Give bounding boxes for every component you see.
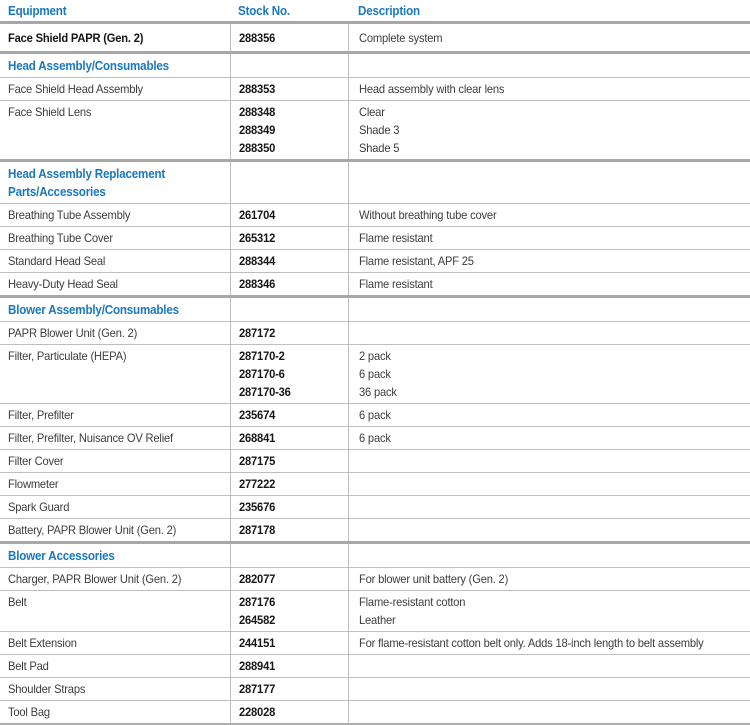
description-text: 6 pack <box>359 408 391 422</box>
description-text: Shade 5 <box>359 141 400 155</box>
description-text: Flame resistant, APF 25 <box>359 254 474 268</box>
equipment-cell <box>0 427 230 449</box>
stock-number: 287170-36 <box>239 385 291 399</box>
table-row <box>0 567 750 590</box>
description-cell <box>348 24 750 51</box>
description-cell <box>348 568 750 590</box>
description-cell <box>348 227 750 249</box>
stock-cell <box>230 54 348 77</box>
description-cell <box>348 678 750 700</box>
equipment-cell <box>0 250 230 272</box>
stock-cell <box>230 632 348 654</box>
equipment-cell <box>0 496 230 518</box>
description-text: 6 pack <box>359 431 391 445</box>
stock-cell <box>230 427 348 449</box>
table-row <box>0 677 750 700</box>
equipment-name: Face Shield Head Assembly <box>8 82 143 96</box>
stock-number: 288350 <box>239 141 276 155</box>
column-header-equipment-label: Equipment <box>8 4 67 18</box>
stock-number: 288941 <box>239 659 276 673</box>
stock-cell <box>230 204 348 226</box>
description-text: For flame-resistant cotton belt only. Adds 18-inch length to belt assembly <box>359 636 704 650</box>
description-text: Head assembly with clear lens <box>359 82 505 96</box>
equipment-name: Charger, PAPR Blower Unit (Gen. 2) <box>8 572 182 586</box>
equipment-name: Flowmeter <box>8 477 59 491</box>
stock-cell <box>230 78 348 100</box>
table-row <box>0 249 750 272</box>
equipment-name: Filter, Particulate (HEPA) <box>8 349 127 363</box>
section-title: Blower Accessories <box>8 549 115 563</box>
table-row <box>0 100 750 159</box>
stock-number: 235676 <box>239 500 276 514</box>
equipment-cell <box>0 298 230 321</box>
stock-number: 264582 <box>239 613 276 627</box>
equipment-name: Spark Guard <box>8 500 70 514</box>
section-title: Blower Assembly/Consumables <box>8 303 179 317</box>
description-text: Shade 3 <box>359 123 400 137</box>
description-text: 6 pack <box>359 367 391 381</box>
table-row <box>0 426 750 449</box>
table-row <box>0 449 750 472</box>
stock-number: 268841 <box>239 431 276 445</box>
equipment-cell <box>0 701 230 723</box>
table-header-row <box>0 0 750 24</box>
table-row <box>0 631 750 654</box>
description-cell <box>348 298 750 321</box>
stock-cell <box>230 24 348 51</box>
description-cell <box>348 544 750 567</box>
stock-number: 288356 <box>239 31 276 45</box>
table-row <box>0 518 750 541</box>
stock-number: 288349 <box>239 123 276 137</box>
stock-cell <box>230 101 348 159</box>
equipment-cell <box>0 101 230 159</box>
equipment-cell <box>0 450 230 472</box>
stock-number: 244151 <box>239 636 276 650</box>
stock-number: 288348 <box>239 105 276 119</box>
stock-cell <box>230 273 348 295</box>
equipment-name: Belt <box>8 595 27 609</box>
description-cell <box>348 450 750 472</box>
table-row <box>0 700 750 723</box>
equipment-cell <box>0 678 230 700</box>
stock-cell <box>230 591 348 631</box>
stock-number: 288346 <box>239 277 276 291</box>
description-cell <box>348 78 750 100</box>
table-row <box>0 344 750 403</box>
column-header-description <box>348 0 750 21</box>
equipment-cell <box>0 227 230 249</box>
equipment-name: Breathing Tube Cover <box>8 231 113 245</box>
stock-cell <box>230 404 348 426</box>
stock-cell <box>230 519 348 541</box>
section-title: Head Assembly Replacement <box>8 167 166 181</box>
description-text: Flame resistant <box>359 277 433 291</box>
stock-number: 228028 <box>239 705 276 719</box>
table-row <box>0 472 750 495</box>
stock-cell <box>230 345 348 403</box>
equipment-cell <box>0 519 230 541</box>
stock-number: 277222 <box>239 477 276 491</box>
section-header-row <box>0 51 750 77</box>
description-text: Complete system <box>359 31 443 45</box>
stock-cell <box>230 544 348 567</box>
description-text: Without breathing tube cover <box>359 208 497 222</box>
stock-cell <box>230 701 348 723</box>
equipment-name: Filter, Prefilter <box>8 408 74 422</box>
column-header-description-label: Description <box>358 4 420 18</box>
equipment-cell <box>0 544 230 567</box>
equipment-name: Breathing Tube Assembly <box>8 208 131 222</box>
equipment-name: Shoulder Straps <box>8 682 86 696</box>
description-cell <box>348 54 750 77</box>
equipment-cell <box>0 404 230 426</box>
stock-number: 287178 <box>239 523 276 537</box>
description-cell <box>348 591 750 631</box>
stock-number: 287170-6 <box>239 367 285 381</box>
stock-number: 282077 <box>239 572 276 586</box>
stock-number: 287172 <box>239 326 276 340</box>
description-cell <box>348 701 750 723</box>
stock-cell <box>230 678 348 700</box>
description-cell <box>348 204 750 226</box>
equipment-name: Filter Cover <box>8 454 64 468</box>
equipment-name: Standard Head Seal <box>8 254 106 268</box>
column-header-equipment <box>0 0 230 21</box>
description-cell <box>348 345 750 403</box>
description-text: Leather <box>359 613 396 627</box>
equipment-cell <box>0 24 230 51</box>
stock-cell <box>230 450 348 472</box>
section-title: Head Assembly/Consumables <box>8 59 169 73</box>
description-text: 2 pack <box>359 349 391 363</box>
equipment-name: PAPR Blower Unit (Gen. 2) <box>8 326 138 340</box>
column-header-stock-no-label: Stock No. <box>238 4 290 18</box>
stock-number: 287176 <box>239 595 276 609</box>
stock-number: 287170-2 <box>239 349 285 363</box>
description-text: For blower unit battery (Gen. 2) <box>359 572 509 586</box>
description-cell <box>348 632 750 654</box>
equipment-name: Belt Extension <box>8 636 77 650</box>
description-cell <box>348 496 750 518</box>
equipment-name: Face Shield Lens <box>8 105 92 119</box>
stock-number: 265312 <box>239 231 276 245</box>
equipment-cell <box>0 345 230 403</box>
stock-cell <box>230 568 348 590</box>
stock-cell <box>230 473 348 495</box>
description-cell <box>348 273 750 295</box>
section-header-row <box>0 159 750 203</box>
equipment-cell <box>0 591 230 631</box>
stock-number: 288344 <box>239 254 276 268</box>
description-cell <box>348 655 750 677</box>
table-row <box>0 495 750 518</box>
column-header-stock-no <box>230 0 348 21</box>
description-text: Clear <box>359 105 385 119</box>
table-row <box>0 226 750 249</box>
table-body <box>0 24 750 723</box>
section-header-row <box>0 295 750 321</box>
stock-number: 288353 <box>239 82 276 96</box>
equipment-cell <box>0 273 230 295</box>
equipment-name: Battery, PAPR Blower Unit (Gen. 2) <box>8 523 177 537</box>
equipment-name: Belt Pad <box>8 659 49 673</box>
description-cell <box>348 519 750 541</box>
description-text: Flame-resistant cotton <box>359 595 466 609</box>
table-row <box>0 403 750 426</box>
description-cell <box>348 404 750 426</box>
equipment-cell <box>0 204 230 226</box>
table-row <box>0 272 750 295</box>
description-cell <box>348 473 750 495</box>
stock-cell <box>230 227 348 249</box>
stock-cell <box>230 250 348 272</box>
equipment-cell <box>0 473 230 495</box>
equipment-cell <box>0 632 230 654</box>
description-cell <box>348 162 750 203</box>
description-text: Flame resistant <box>359 231 433 245</box>
equipment-cell <box>0 162 230 203</box>
section-title: Parts/Accessories <box>8 185 106 199</box>
equipment-cell <box>0 568 230 590</box>
equipment-name: Face Shield PAPR (Gen. 2) <box>8 31 144 45</box>
description-cell <box>348 427 750 449</box>
equipment-cell <box>0 78 230 100</box>
stock-number: 287175 <box>239 454 276 468</box>
equipment-cell <box>0 54 230 77</box>
stock-cell <box>230 322 348 344</box>
stock-number: 235674 <box>239 408 276 422</box>
stock-cell <box>230 655 348 677</box>
table-row <box>0 590 750 631</box>
table-row <box>0 203 750 226</box>
equipment-name: Filter, Prefilter, Nuisance OV Relief <box>8 431 173 445</box>
table-row <box>0 654 750 677</box>
description-text: 36 pack <box>359 385 397 399</box>
stock-number: 287177 <box>239 682 276 696</box>
equipment-cell <box>0 322 230 344</box>
table-row <box>0 77 750 100</box>
table-row <box>0 24 750 51</box>
stock-cell <box>230 298 348 321</box>
equipment-cell <box>0 655 230 677</box>
equipment-name: Heavy-Duty Head Seal <box>8 277 118 291</box>
stock-cell <box>230 162 348 203</box>
equipment-name: Tool Bag <box>8 705 50 719</box>
stock-cell <box>230 496 348 518</box>
description-cell <box>348 322 750 344</box>
section-header-row <box>0 541 750 567</box>
table-row <box>0 321 750 344</box>
stock-number: 261704 <box>239 208 276 222</box>
description-cell <box>348 250 750 272</box>
description-cell <box>348 101 750 159</box>
